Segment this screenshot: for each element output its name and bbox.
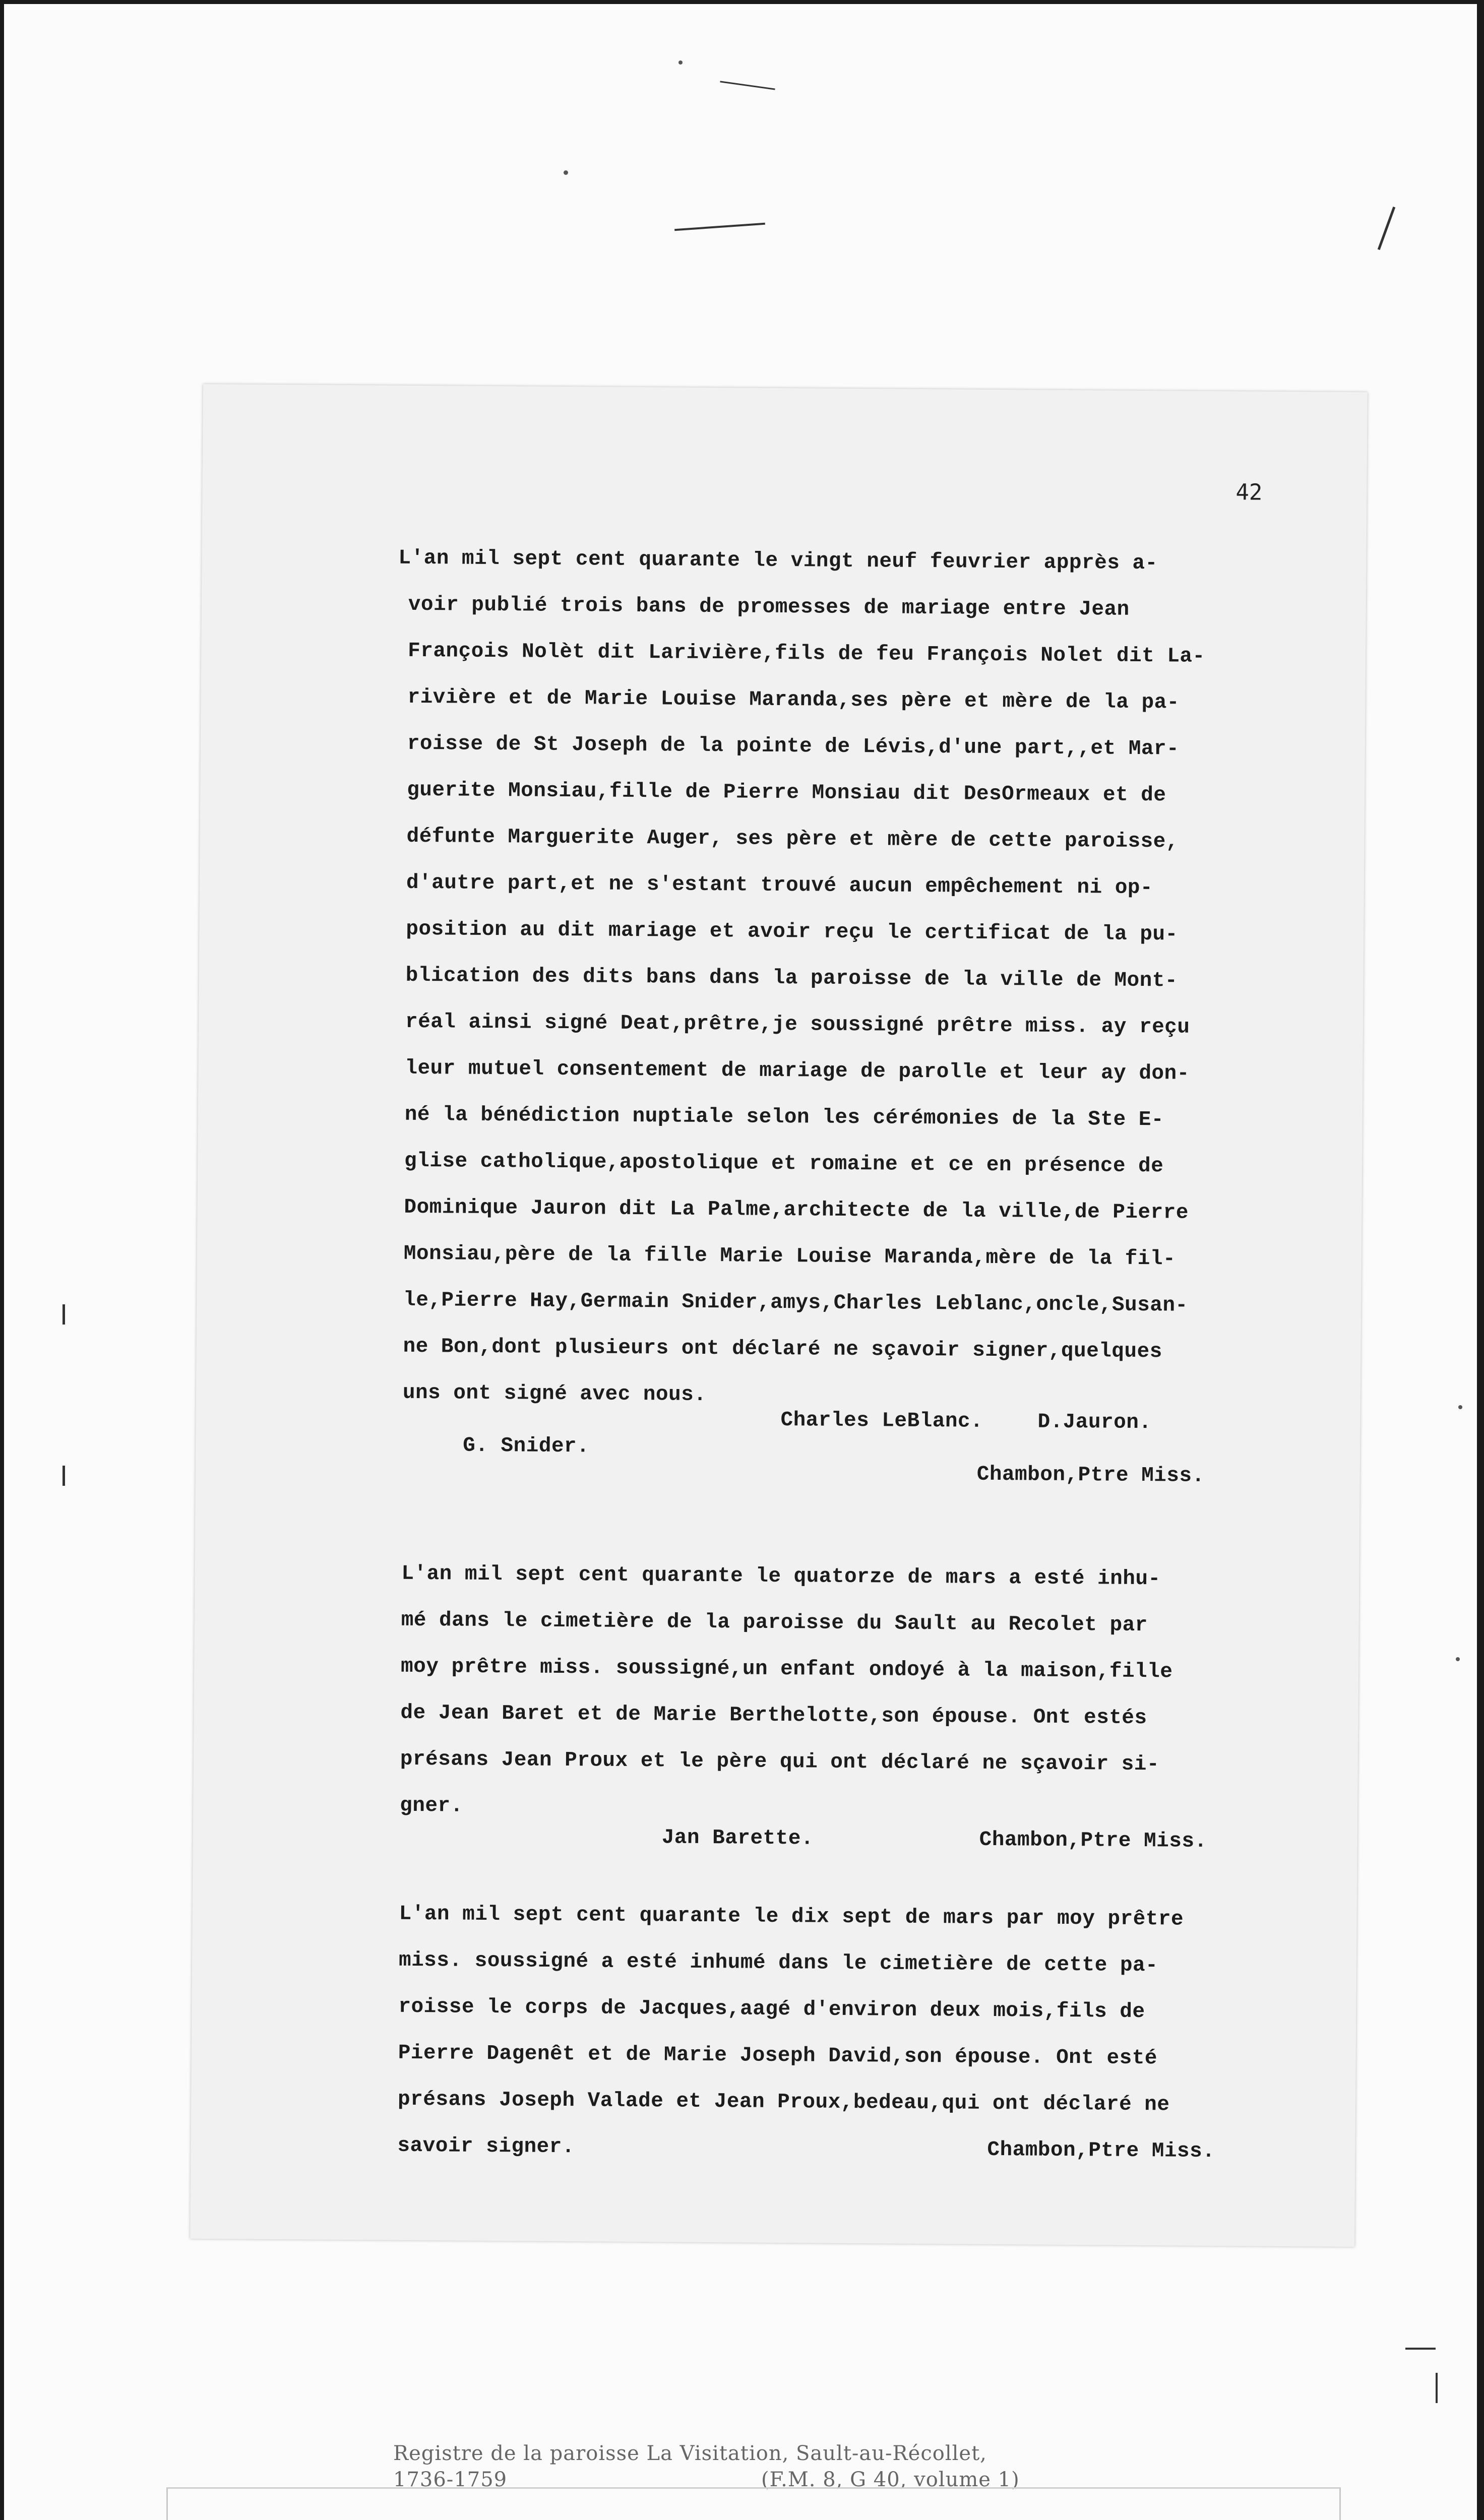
text-line: L'an mil sept cent quarante le quatorze de mars a esté inhu-	[401, 1562, 1161, 1591]
text-line: le,Pierre Hay,Germain Snider,amys,Charles Leblanc,oncle,Susan-	[403, 1288, 1188, 1317]
text-line: Dominique Jauron dit La Palme,architecte de la ville,de Pierre	[404, 1195, 1189, 1225]
text-line: savoir signer.	[397, 2134, 575, 2159]
text-line: guerite Monsiau,fille de Pierre Monsiau dit DesOrmeaux et de	[407, 778, 1166, 807]
film-scratch	[1405, 2348, 1436, 2350]
text-line: rivière et de Marie Louise Maranda,ses père et mère de la pa-	[407, 685, 1180, 715]
film-scratch	[63, 1466, 65, 1486]
film-scratch	[720, 81, 775, 90]
film-speck	[564, 170, 568, 175]
film-scratch	[1378, 207, 1395, 250]
film-scratch	[674, 223, 765, 231]
text-line: François Nolèt dit Larivière,fils de feu François Nolet dit La-	[408, 639, 1205, 668]
film-scratch	[63, 1304, 65, 1325]
signature-chambon: Chambon,Ptre Miss.	[987, 2138, 1215, 2164]
page-number: 42	[1235, 479, 1263, 506]
text-line: d'autre part,et ne s'estant trouvé aucun empêchement ni op-	[406, 871, 1153, 900]
film-speck	[1458, 1405, 1462, 1409]
text-line: voir publié trois bans de promesses de mariage entre Jean	[408, 593, 1130, 621]
film-speck	[678, 60, 683, 65]
text-line: roisse de St Joseph de la pointe de Lévis,d'une part,,et Mar-	[407, 732, 1180, 761]
entry-marriage	[202, 545, 1367, 1488]
signature-jauron: D.Jauron.	[1037, 1410, 1152, 1435]
text-line: présans Joseph Valade et Jean Proux,bedeau,qui ont déclaré ne	[397, 2088, 1170, 2117]
signature-snider: G. Snider.	[463, 1434, 590, 1459]
text-line: L'an mil sept cent quarante le dix sept de mars par moy prêtre	[399, 1902, 1184, 1931]
caption-reference: (F.M. 8, G 40, volume 1)	[761, 2468, 1020, 2491]
text-line: moy prêtre miss. soussigné,un enfant ondoyé à la maison,fille	[400, 1655, 1173, 1684]
text-line: uns ont signé avec nous.	[402, 1381, 707, 1407]
text-line: roisse le corps de Jacques,aagé d'environ deux mois,fils de	[398, 1995, 1145, 2024]
text-line: position au dit mariage et avoir reçu le certificat de la pu-	[406, 917, 1178, 947]
text-line: défunte Marguerite Auger, ses père et mère de cette paroisse,	[406, 825, 1179, 854]
text-line: Monsiau,père de la fille Marie Louise Maranda,mère de la fil-	[403, 1242, 1176, 1271]
text-line: réal ainsi signé Deat,prêtre,je soussigné prêtre miss. ay reçu	[405, 1010, 1190, 1039]
text-line: mé dans le cimetière de la paroisse du Sault au Recolet par	[401, 1608, 1148, 1637]
text-line: leur mutuel consentement de mariage de parolle et leur ay don-	[405, 1056, 1190, 1086]
text-line: gner.	[400, 1794, 463, 1818]
archives-card	[166, 2487, 1341, 2520]
text-line: blication des dits bans dans la paroisse de la ville de Mont-	[405, 964, 1178, 993]
text-line: L'an mil sept cent quarante le vingt neuf feuvrier apprès a-	[398, 546, 1158, 576]
signature-barette: Jan Barette.	[661, 1826, 814, 1851]
caption-register-title: Registre de la paroisse La Visitation, Sault-au-Récollet,	[393, 2442, 987, 2465]
caption-years: 1736-1759	[393, 2468, 508, 2491]
text-line: glise catholique,apostolique et romaine et ce en présence de	[404, 1149, 1164, 1178]
text-line: né la bénédiction nuptiale selon les cérémonies de la Ste E-	[404, 1103, 1164, 1132]
film-speck	[1456, 1657, 1460, 1661]
text-line: ne Bon,dont plusieurs ont déclaré ne sçavoir signer,quelques	[403, 1335, 1162, 1364]
text-line: de Jean Baret et de Marie Berthelotte,son épouse. Ont estés	[400, 1701, 1147, 1730]
text-line: présans Jean Proux et le père qui ont déclaré ne sçavoir si-	[400, 1747, 1160, 1777]
register-page	[190, 384, 1368, 2247]
text-line: miss. soussigné a esté inhumé dans le cimetière de cette pa-	[398, 1948, 1158, 1978]
entry-burial-1	[195, 1561, 1359, 1853]
film-scratch	[1436, 2373, 1438, 2403]
signature-chambon: Chambon,Ptre Miss.	[979, 1828, 1207, 1853]
signature-charles-leblanc: Charles LeBlanc.	[780, 1409, 983, 1433]
signature-chambon: Chambon,Ptre Miss.	[976, 1463, 1205, 1488]
entry-burial-2	[193, 1901, 1357, 2164]
text-line: Pierre Dagenêt et de Marie Joseph David,son épouse. Ont esté	[398, 2041, 1158, 2070]
